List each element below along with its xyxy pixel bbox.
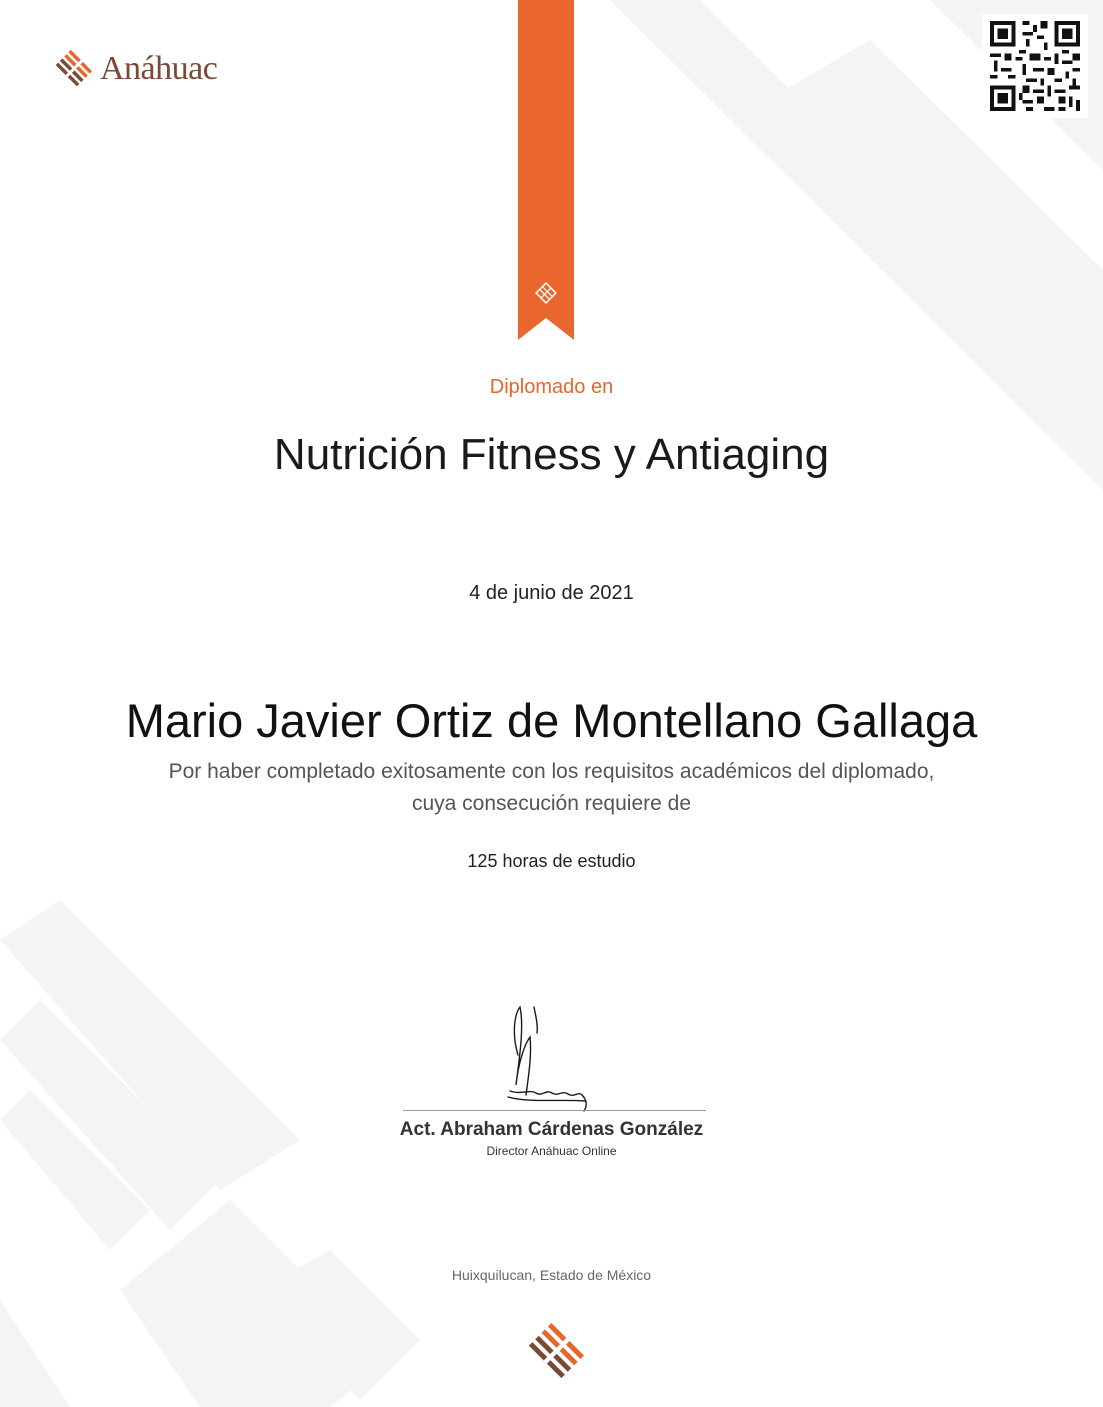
anahuac-mark-icon <box>52 48 94 90</box>
issue-date: 4 de junio de 2021 <box>469 582 634 604</box>
issue-place: Huixquilucan, Estado de México <box>451 1267 652 1283</box>
description-line-1: Por haber completado exitosamente con los requisitos académicos del diplomado, <box>168 760 935 783</box>
qr-code-icon <box>982 14 1088 118</box>
recipient-name: Mario Javier Ortiz de Montellano Gallaga <box>125 694 978 747</box>
diploma-label: Diplomado en <box>489 376 614 398</box>
ribbon <box>518 0 574 340</box>
signatory-title: Director Anáhuac Online <box>486 1144 617 1158</box>
anahuac-mark-icon <box>523 1320 587 1384</box>
handwritten-signature <box>490 995 610 1120</box>
signatory-name: Act. Abraham Cárdenas González <box>399 1119 704 1140</box>
study-hours: 125 horas de estudio <box>467 851 636 871</box>
course-title: Nutrición Fitness y Antiaging <box>273 430 830 479</box>
brand-logo <box>52 48 217 90</box>
brand-name: Anáhuac <box>100 50 218 87</box>
signature-line <box>403 1110 706 1111</box>
description-line-2: cuya consecución requiere de <box>411 792 691 815</box>
